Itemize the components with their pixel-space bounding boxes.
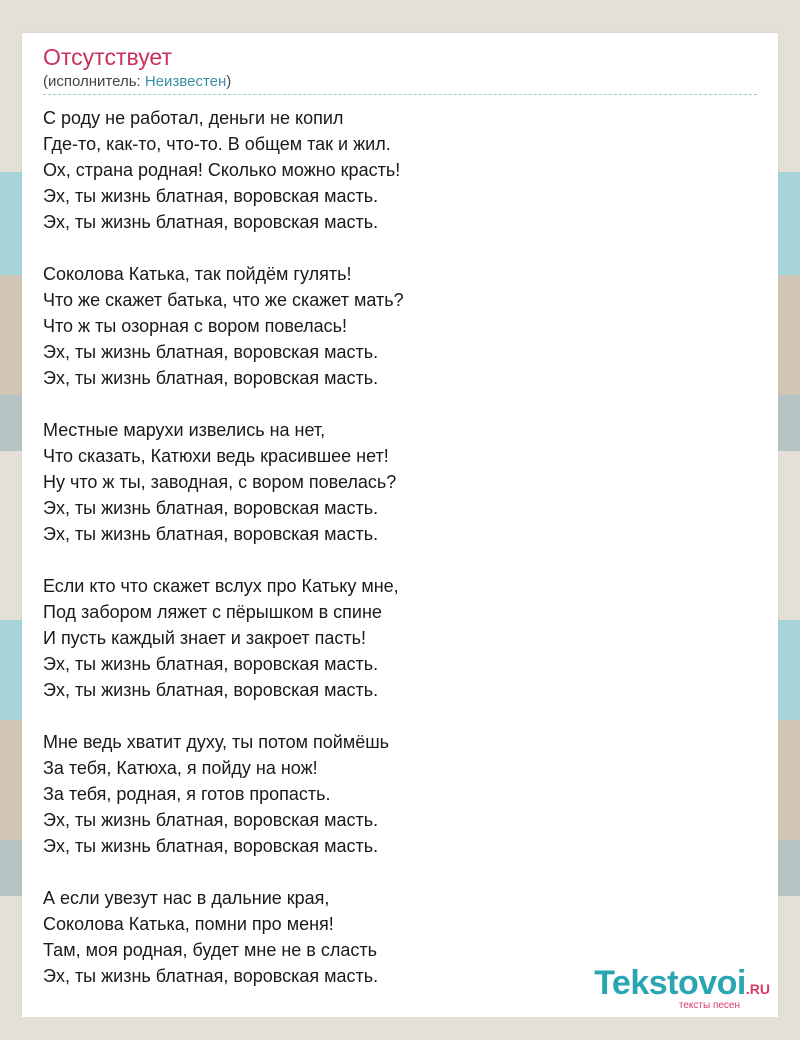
stanza [43, 105, 763, 235]
lyric-line: Под забором ляжет с пёрышком в спине [43, 602, 382, 622]
lyric-line: Если кто что скажет вслух про Катьку мне, [43, 576, 399, 596]
lyric-line: И пусть каждый знает и закроет пасть! [43, 628, 367, 648]
lyric-line: Ну что ж ты, заводная, с вором повелась? [43, 472, 397, 492]
lyric-line: Эх, ты жизнь блатная, воровская масть. [43, 498, 379, 518]
logo-tagline: тексты песен [678, 1000, 740, 1011]
lyric-line: Соколова Катька, так пойдём гулять! [43, 264, 352, 284]
artist-line [43, 73, 231, 91]
lyric-line: За тебя, Катюха, я пойду на нож! [43, 758, 318, 778]
stanza [43, 417, 763, 547]
stanza [43, 729, 763, 859]
lyrics-body [43, 105, 763, 1015]
logo-wordmark: Tekstovoi [594, 964, 746, 1002]
lyric-line: Что же скажет батька, что же скажет мать? [43, 290, 404, 310]
lyric-line: Там, моя родная, будет мне не в сласть [43, 940, 377, 960]
song-title: Отсутствует [43, 44, 172, 70]
lyric-line: Где-то, как-то, что-то. В общем так и жил. [43, 134, 391, 154]
lyric-line: Эх, ты жизнь блатная, воровская масть. [43, 186, 379, 206]
site-logo[interactable] [594, 966, 770, 1011]
artist-suffix: ) [226, 73, 232, 90]
lyric-line: Что ж ты озорная с вором повелась! [43, 316, 348, 336]
lyric-line: Эх, ты жизнь блатная, воровская масть. [43, 212, 379, 232]
lyric-line: Эх, ты жизнь блатная, воровская масть. [43, 966, 379, 986]
lyric-line: А если увезут нас в дальние края, [43, 888, 330, 908]
lyric-line: Эх, ты жизнь блатная, воровская масть. [43, 368, 379, 388]
stanza [43, 573, 763, 703]
lyric-line: Соколова Катька, помни про меня! [43, 914, 334, 934]
lyric-line: Местные марухи извелись на нет, [43, 420, 326, 440]
lyric-line: Эх, ты жизнь блатная, воровская масть. [43, 342, 379, 362]
logo-tld: .RU [745, 981, 770, 997]
artist-link[interactable]: Неизвестен [144, 73, 227, 90]
lyric-line: С роду не работал, деньги не копил [43, 108, 344, 128]
title-divider [43, 94, 757, 95]
stanza [43, 261, 763, 391]
lyric-line: Ох, страна родная! Сколько можно красть! [43, 160, 401, 180]
lyric-line: Эх, ты жизнь блатная, воровская масть. [43, 680, 379, 700]
lyric-line: Эх, ты жизнь блатная, воровская масть. [43, 654, 379, 674]
lyric-line: Мне ведь хватит духу, ты потом поймёшь [43, 732, 390, 752]
lyric-line: Эх, ты жизнь блатная, воровская масть. [43, 836, 379, 856]
lyric-line: Что сказать, Катюхи ведь красившее нет! [43, 446, 389, 466]
lyric-line: Эх, ты жизнь блатная, воровская масть. [43, 810, 379, 830]
lyrics-card [22, 33, 778, 1017]
lyric-line: За тебя, родная, я готов пропасть. [43, 784, 331, 804]
artist-prefix: (исполнитель: [43, 73, 145, 90]
lyric-line: Эх, ты жизнь блатная, воровская масть. [43, 524, 379, 544]
